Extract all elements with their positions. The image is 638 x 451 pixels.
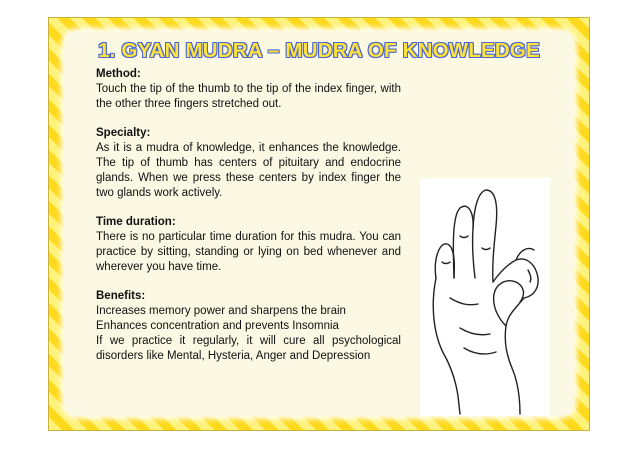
method-section <box>96 67 401 112</box>
slide-title: 1. GYAN MUDRA – MUDRA OF KNOWLEDGE <box>98 39 540 62</box>
benefits-heading: Benefits: <box>96 290 146 302</box>
time-duration-heading: Time duration: <box>96 216 176 228</box>
specialty-section <box>96 126 401 201</box>
specialty-text: As it is a mudra of knowledge, it enhances the knowledge. The tip of thumb has centers of pituitary and endocrine glands. When we press these centers by index finger the two glands work actively. <box>96 142 401 199</box>
method-heading: Method: <box>96 68 141 80</box>
time-duration-text: There is no particular time duration for this mudra. You can practice by sitting, standing or lying on bed whenever and wherever you have time. <box>96 231 401 273</box>
specialty-heading: Specialty: <box>96 127 151 139</box>
body-text <box>96 67 401 378</box>
benefit-item: Increases memory power and sharpens the brain <box>96 305 346 317</box>
benefit-item: If we practice it regularly, it will cure all psychological disorders like Mental, Hysteria, Anger and Depression <box>96 335 401 362</box>
hand-gyan-mudra-icon <box>420 178 550 416</box>
benefit-item: Enhances concentration and prevents Insomnia <box>96 320 339 332</box>
method-text: Touch the tip of the thumb to the tip of the index finger, with the other three fingers stretched out. <box>96 83 401 110</box>
benefits-section <box>96 289 401 364</box>
time-duration-section <box>96 215 401 275</box>
illustration-box <box>420 178 550 416</box>
